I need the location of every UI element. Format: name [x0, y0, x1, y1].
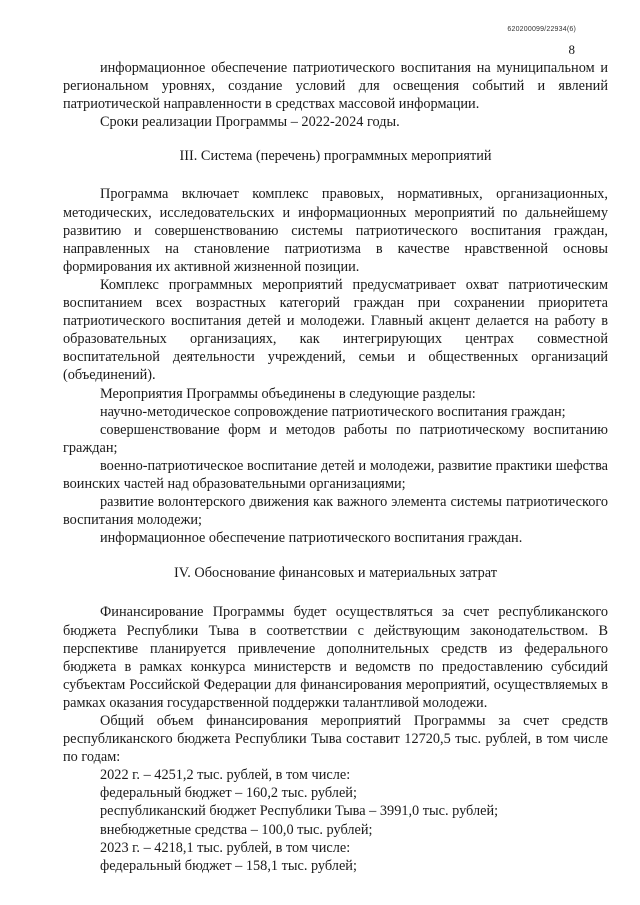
page-number: 8 — [568, 42, 575, 57]
list-item: военно-патриотическое воспитание детей и молодежи, развитие практики шефства воинских частей над образовательными организациями; — [63, 457, 608, 492]
list-item: научно-методическое сопровождение патриотического воспитания граждан; — [100, 403, 566, 420]
funding-line: республиканский бюджет Республики Тыва – 3991,0 тыс. рублей; — [100, 803, 499, 820]
funding-line: федеральный бюджет – 158,1 тыс. рублей; — [100, 857, 357, 874]
paragraph: Общий объем финансирования мероприятий Программы за счет средств республиканского бюджета Республики Тыва составит 12720,5 тыс. рублей, в том числе по годам: — [63, 713, 608, 766]
list-item: информационное обеспечение патриотического воспитания граждан. — [100, 530, 523, 547]
section-heading: IV. Обоснование финансовых и материальных затрат — [174, 565, 497, 582]
funding-line: 2022 г. – 4251,2 тыс. рублей, в том числе: — [100, 767, 351, 784]
paragraph: Сроки реализации Программы – 2022-2024 годы. — [100, 114, 400, 131]
section-heading: III. Система (перечень) программных мероприятий — [179, 148, 492, 165]
paragraph: Мероприятия Программы объединены в следующие разделы: — [100, 385, 476, 402]
paragraph: Комплекс программных мероприятий предусматривает охват патриотическим воспитанием всех возрастных категорий граждан при сохранении приоритета патриотического воспитания детей и молодежи. Главный акцент делается на работу в образовательных организациях, как интегрирующих центрах совместной воспитательной деятельности учреждений, семьи и общественных организаций (объединений). — [63, 276, 608, 384]
page-content — [63, 59, 608, 875]
funding-line: федеральный бюджет – 160,2 тыс. рублей; — [100, 785, 357, 802]
document-stamp: 620200099/22934(6) — [507, 26, 576, 33]
paragraph: Программа включает комплекс правовых, нормативных, организационных, методических, исследовательских и информационных мероприятий по дальнейшему развитию и совершенствованию системы патриотического воспитания граждан, направленных на становление патриотизма в качестве нравственной основы формирования их активной жизненной позиции. — [63, 186, 608, 275]
list-item: совершенствование форм и методов работы по патриотическому воспитанию граждан; — [63, 421, 608, 456]
paragraph: информационное обеспечение патриотического воспитания на муниципальном и региональном уровнях, создание условий для освещения событий и явлений патриотической направленности в средствах массовой информации. — [63, 60, 608, 113]
list-item: развитие волонтерского движения как важного элемента системы патриотического воспитания молодежи; — [63, 494, 608, 529]
funding-line: 2023 г. – 4218,1 тыс. рублей, в том числе: — [100, 839, 351, 856]
paragraph: Финансирование Программы будет осуществляться за счет республиканского бюджета Республики Тыва в соответствии с действующим законодательством. В перспективе планируется привлечение дополнительных средств из федерального бюджета в рамках конкурса министерств и ведомств по предоставлению субсидий субъектам Российской Федерации для финансирования мероприятий, осуществляемых в рамках оказания государственной поддержки талантливой молодежи. — [63, 604, 608, 711]
funding-line: внебюджетные средства – 100,0 тыс. рублей; — [100, 821, 373, 838]
